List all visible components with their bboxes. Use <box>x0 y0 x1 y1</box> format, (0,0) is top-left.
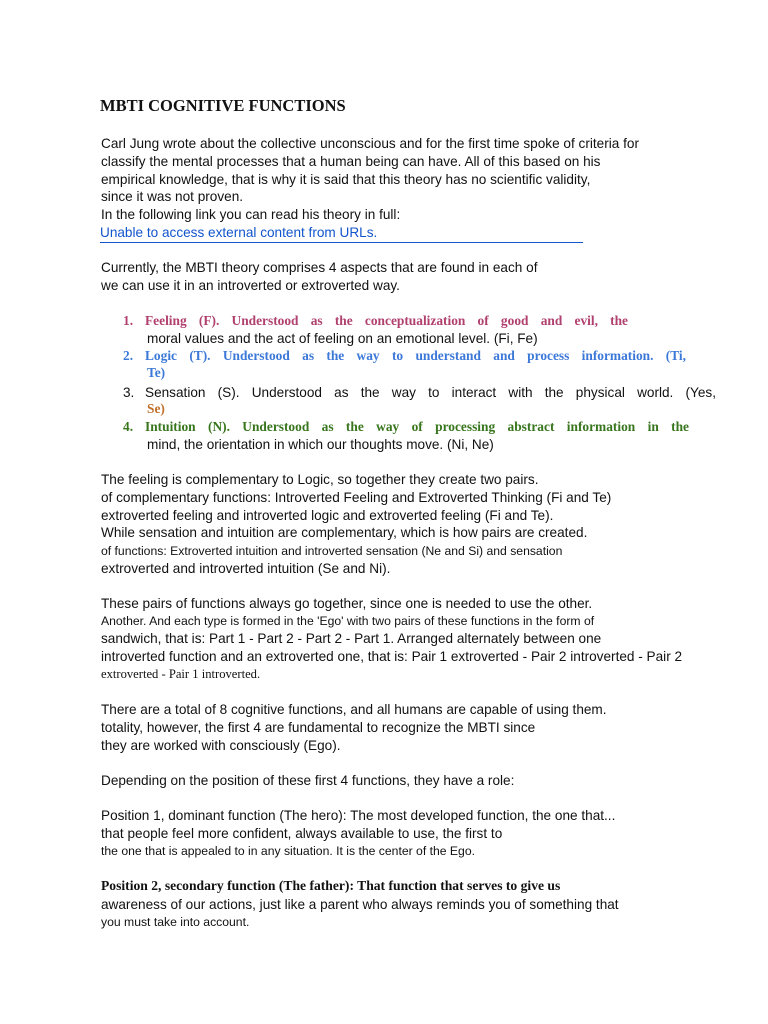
list-item-intuition-cont: mind, the orientation in which our thoughts move. (Ni, Ne) <box>147 437 494 452</box>
sandwich-line-2: Another. And each type is formed in the 'Ego' with two pairs of these functions in the form of <box>101 614 595 628</box>
position1-line-3: the one that is appealed to in any situation. It is the center of the Ego. <box>101 844 475 858</box>
list-item-feeling <box>123 313 628 329</box>
pairs-line-2: of complementary functions: Introverted Feeling and Extroverted Thinking (Fi and Te) <box>101 490 612 505</box>
aspects-line-2: we can use it in an introverted or extroverted way. <box>101 278 400 293</box>
theory-link[interactable]: Unable to access external content from URLs. <box>100 224 583 243</box>
list-item-feeling-cont: moral values and the act of feeling on an emotional level. (Fi, Fe) <box>147 331 538 346</box>
aspects-line-1: Currently, the MBTI theory comprises 4 aspects that are found in each of <box>101 260 538 275</box>
position1-line-1: Position 1, dominant function (The hero): The most developed function, the one that... <box>101 808 616 823</box>
pairs-line-4: While sensation and intuition are complementary, which is how pairs are created. <box>101 525 588 540</box>
pairs-line-3: extroverted feeling and introverted logic and extroverted feeling (Fi and Te). <box>101 508 554 523</box>
total-line-2: totality, however, the first 4 are fundamental to recognize the MBTI since <box>101 720 536 735</box>
sandwich-line-3: sandwich, that is: Part 1 - Part 2 - Part 2 - Part 1. Arranged alternately between one <box>101 631 602 646</box>
pairs-line-6: extroverted and introverted intuition (Se and Ni). <box>101 561 391 576</box>
list-number: 1. <box>123 313 134 328</box>
total-line-3: they are worked with consciously (Ego). <box>101 738 341 753</box>
position1-line-2: that people feel more confident, always available to use, the first to <box>101 826 503 841</box>
intro-line-3: empirical knowledge, that is why it is said that this theory has no scientific validity, <box>101 172 591 187</box>
sandwich-line-1: These pairs of functions always go together, since one is needed to use the other. <box>101 596 593 611</box>
list-item-intuition <box>123 419 689 435</box>
sandwich-line-5: extroverted - Pair 1 introverted. <box>101 667 261 681</box>
list-item-sensation <box>123 384 716 402</box>
position2-line-2: awareness of our actions, just like a parent who always reminds you of something that <box>101 897 619 912</box>
sandwich-line-4: introverted function and an extroverted one, that is: Pair 1 extroverted - Pair 2 introverted - Pair 2 <box>101 649 683 664</box>
list-item-text: Logic (T). Understood as the way to understand and process information. (Ti, <box>145 348 686 363</box>
intro-line-1: Carl Jung wrote about the collective unconscious and for the first time spoke of criteria for <box>101 136 639 151</box>
list-number: 4. <box>123 419 134 434</box>
intro-line-5: In the following link you can read his theory in full: <box>101 207 401 222</box>
role-line: Depending on the position of these first 4 functions, they have a role: <box>101 773 515 788</box>
list-number: 3. <box>123 385 135 400</box>
position2-line-3: you must take into account. <box>101 915 250 929</box>
list-item-text: Feeling (F). Understood as the conceptualization of good and evil, the <box>145 313 628 328</box>
list-item-sensation-cont: Se) <box>147 401 165 416</box>
list-item-text: Intuition (N). Understood as the way of processing abstract information in the <box>145 419 689 434</box>
position2-heading: Position 2, secondary function (The father): That function that serves to give us <box>101 878 561 893</box>
intro-line-4: since it was not proven. <box>101 189 244 204</box>
document-title: MBTI COGNITIVE FUNCTIONS <box>100 96 346 115</box>
list-number: 2. <box>123 348 134 363</box>
list-item-logic-cont: Te) <box>147 365 166 380</box>
pairs-line-1: The feeling is complementary to Logic, so together they create two pairs. <box>101 472 539 487</box>
total-line-1: There are a total of 8 cognitive functions, and all humans are capable of using them. <box>101 702 607 717</box>
pairs-line-5: of functions: Extroverted intuition and introverted sensation (Ne and Si) and sensation <box>101 544 563 558</box>
list-item-logic <box>123 348 686 364</box>
list-item-text: Sensation (S). Understood as the way to interact with the physical world. (Yes, <box>145 385 716 400</box>
intro-line-2: classify the mental processes that a human being can have. All of this based on his <box>101 154 601 169</box>
